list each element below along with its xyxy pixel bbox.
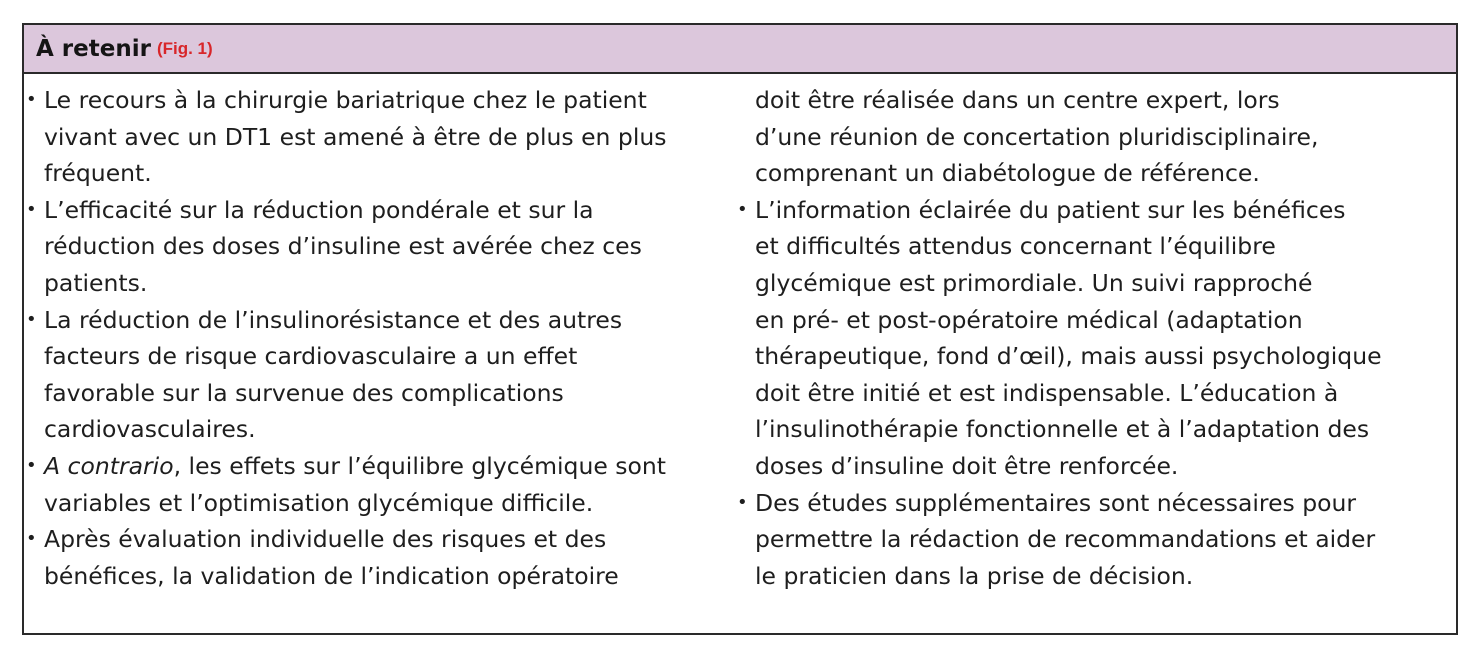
text-line: vivant avec un DT1 est amené à être de plus en plus [44,122,667,151]
bullet-item [24,192,704,302]
text-line: l’insulinothérapie fonctionnelle et à l’adaptation des [755,415,1370,444]
text-line: • Le recours à la chirurgie bariatrique chez le patient [44,86,647,114]
box-header [24,25,1456,74]
text-line: cardiovasculaires. [44,415,256,444]
text-line: bénéfices, la validation de l’indication opératoire [44,561,619,590]
text-line: réduction des doses d’insuline est avérée chez ces [44,232,642,261]
bullet-item [735,485,1415,595]
bullet-item [24,448,704,521]
text-line: • La réduction de l’insulinorésistance et des autres [44,305,623,334]
text-line: doit être initié et est indispensable. L’éducation à [755,378,1339,407]
text-line: et difficultés attendus concernant l’équilibre [755,232,1276,261]
text-line: comprenant un diabétologue de référence. [755,159,1260,188]
text-line: doses d’insuline doit être renforcée. [755,451,1179,480]
right-column [735,82,1415,594]
text-line: permettre la rédaction de recommandations et aider [755,525,1376,554]
text-line: glycémique est primordiale. Un suivi rapproché [755,268,1313,297]
text-line: le praticien dans la prise de décision. [755,561,1194,590]
text-line: en pré- et post-opératoire médical (adaptation [755,305,1303,334]
text-line: d’une réunion de concertation pluridisciplinaire, [755,122,1319,151]
text-line: • L’information éclairée du patient sur les bénéfices [755,195,1346,224]
figure-reference-link[interactable]: (Fig. 1) [156,38,213,58]
text-line: • Des études supplémentaires sont nécessaires pour [755,488,1357,517]
text-line: patients. [44,268,148,297]
text-line: variables et l’optimisation glycémique difficile. [44,488,594,517]
left-column [24,82,704,594]
text-line: facteurs de risque cardiovasculaire a un effet [44,342,578,371]
line-rest: , les effets sur l’équilibre glycémique sont [173,451,667,480]
text-line: favorable sur la survenue des complications [44,378,564,407]
bullet-item [735,192,1415,485]
text-line: fréquent. [44,159,152,188]
bullet-item [24,82,704,192]
text-line: doit être réalisée dans un centre expert, lors [755,86,1280,114]
text-line [44,448,704,485]
box-title: À retenir [36,35,151,62]
text-line: thérapeutique, fond d’œil), mais aussi psychologique [755,342,1382,371]
bullet-item [24,302,704,448]
text-line: • L’efficacité sur la réduction pondérale et sur la [44,195,594,224]
bullet-item [24,521,704,594]
text-line: • Après évaluation individuelle des risques et des [44,525,607,554]
italic-lead: A contrario [44,451,174,480]
continued-bullet-text [735,82,1415,192]
